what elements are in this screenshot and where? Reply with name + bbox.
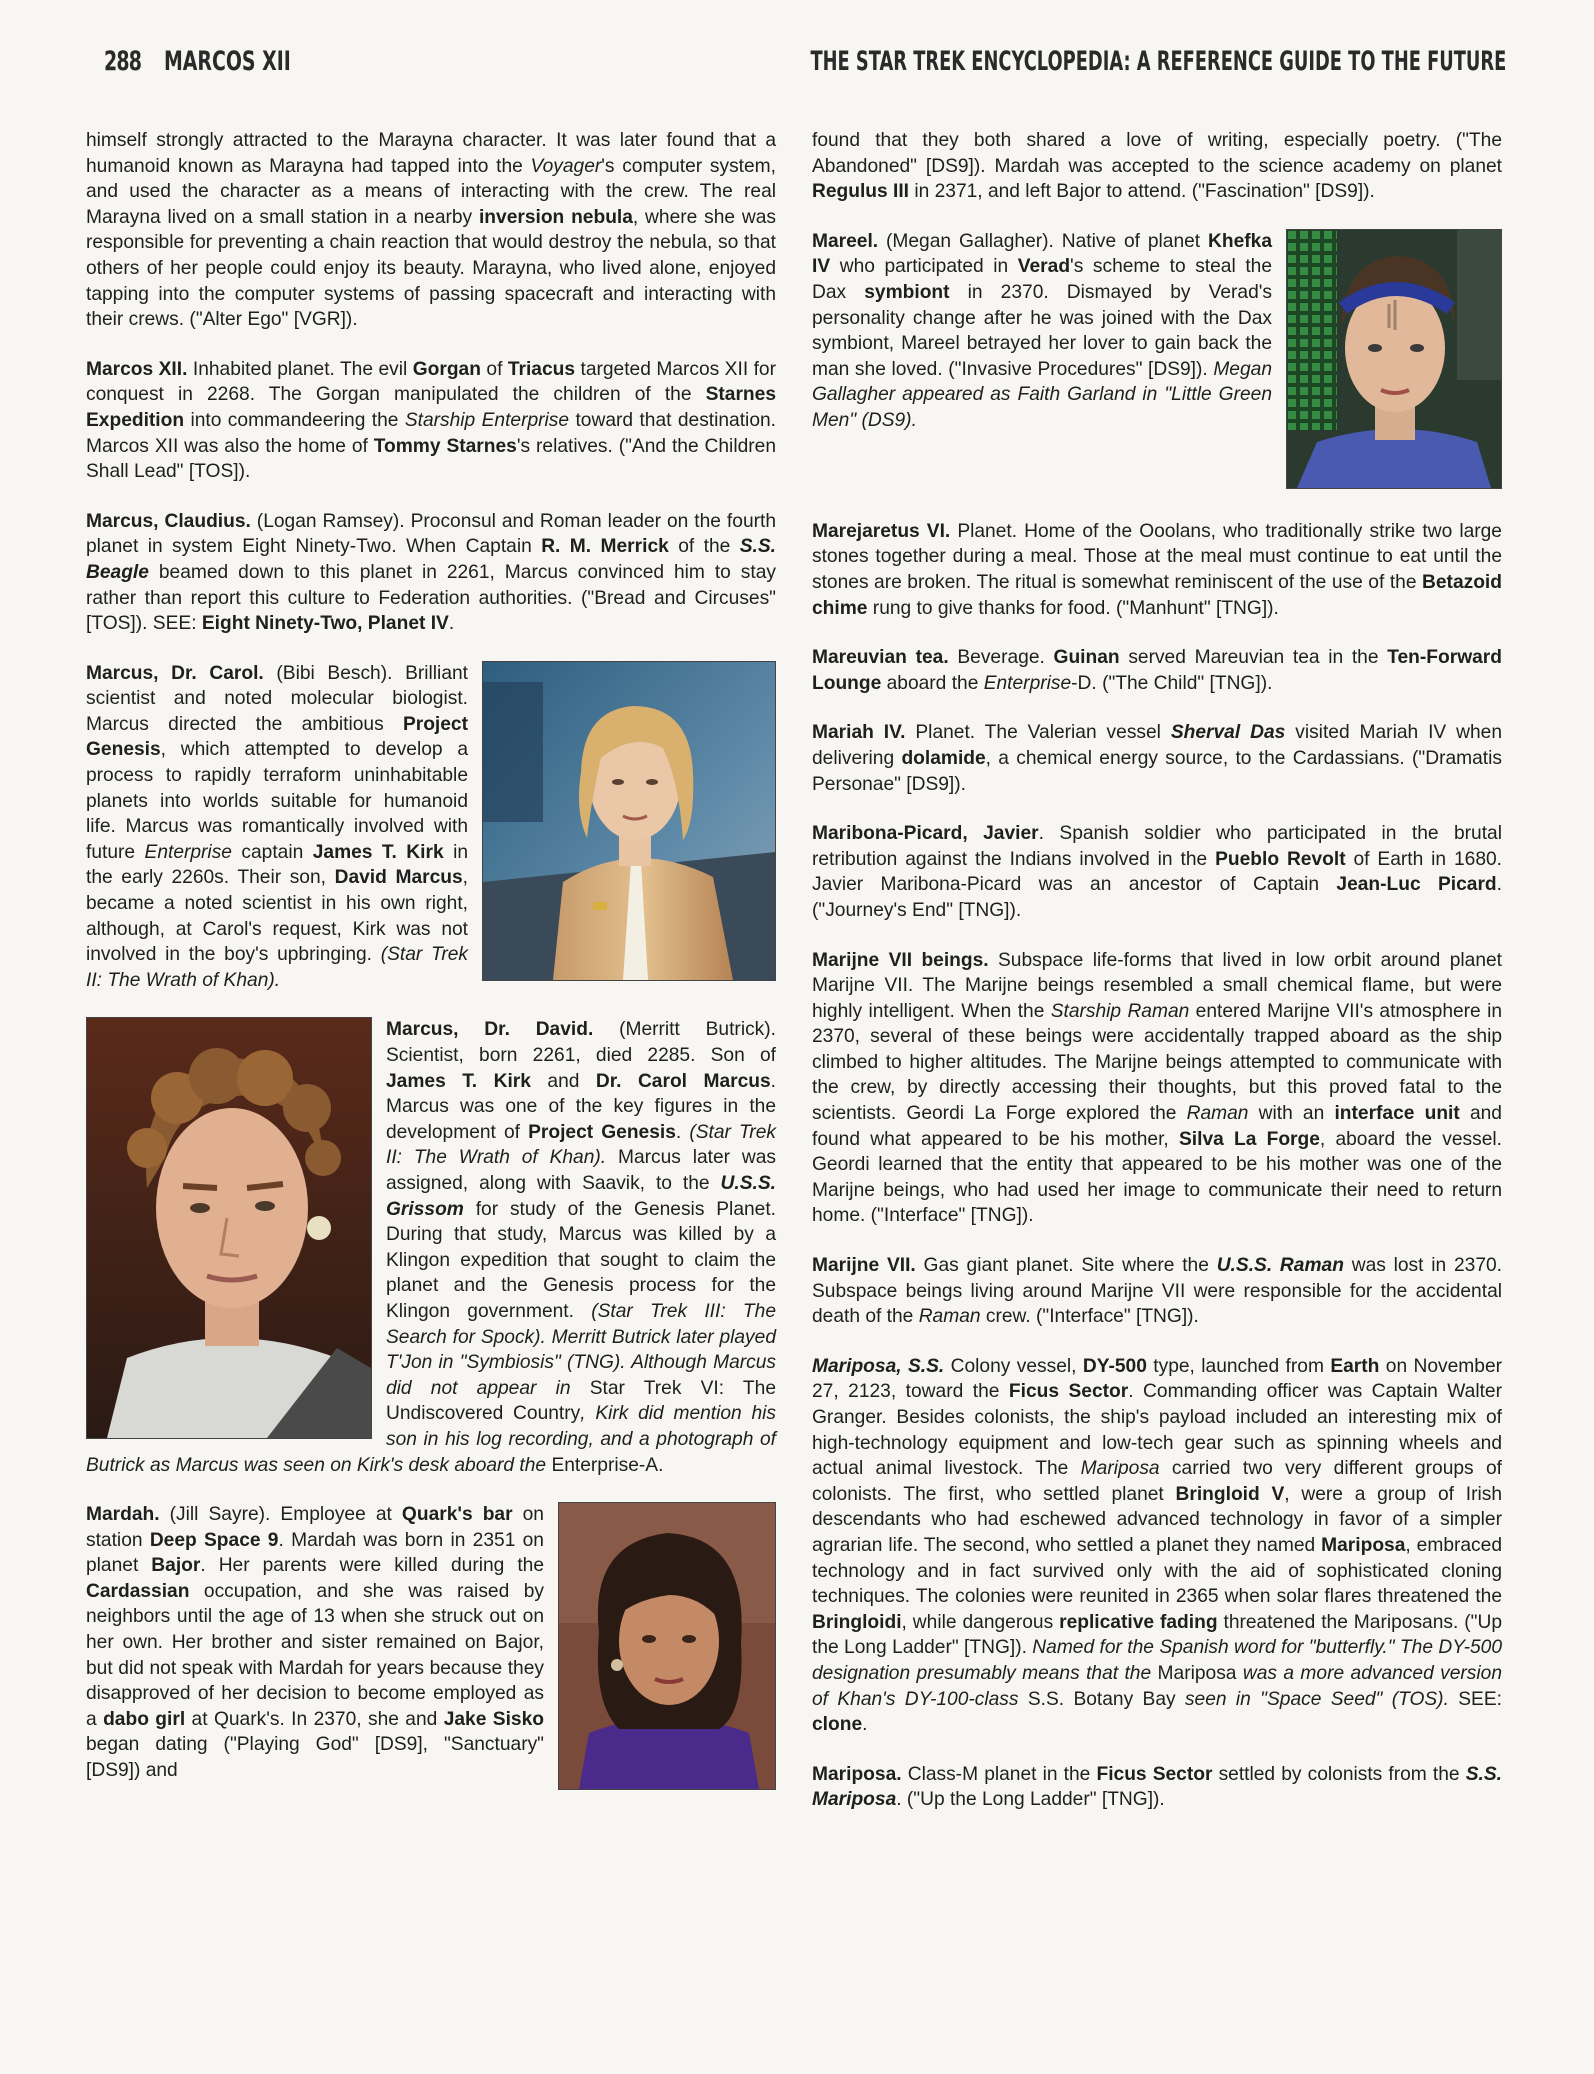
- headword: Marijne VII beings.: [812, 949, 989, 971]
- headword: Marcus, Dr. Carol.: [86, 662, 264, 684]
- entry-mariposa: Mariposa. Class-M planet in the Ficus Sector settled by colonists from the S.S. Mariposa. ("Up the Long Ladder" [TNG]).: [812, 1763, 1502, 1811]
- headword: Marcus, Dr. David.: [386, 1019, 594, 1041]
- mardah-image: [559, 1503, 775, 1789]
- entry-maribona-picard: Maribona-Picard, Javier. Spanish soldier who participated in the brutal retribution against the Indians involved in the Pueblo Revolt of Earth in 1680. Javier Maribona-Picard was an ancestor of Captain Jean-Luc Picard. ("Journey's End" [TNG]).: [812, 823, 1503, 921]
- photo-mardah: [558, 1502, 776, 1790]
- headword: Mariposa.: [812, 1763, 902, 1785]
- headword: Marejaretus VI.: [812, 520, 951, 542]
- entry-marcus-carol: Marcus, Dr. Carol. (Bibi Besch). Brilliant scientist and noted molecular biologist. Marcus directed the ambitious Project Genesis, which attempted to develop a process to rapidly terraform uninhabitable planets into worlds suitable for humanoid life. Marcus was romantically involved with future Enterprise captain James T. Kirk in the early 2260s. Their son, David Marcus, became a noted scientist in his own right, although, at Carol's request, Kirk was not involved in the boy's upbringing. (Star Trek II: The Wrath of Khan).: [86, 661, 776, 994]
- headword: Mariah IV.: [812, 722, 906, 744]
- headword: Mardah.: [86, 1504, 160, 1526]
- entry-marijne-vii-beings: Marijne VII beings. Subspace life-forms that lived in low orbit around planet Marijne VII. The Marijne beings resembled a small chemical flame, but were highly intelligent. When the Starship Raman entered Marijne VII's atmosphere in 2370, several of these beings were accidentally trapped aboard as the ship climbed to higher altitudes. The Marijne beings attempted to communicate with the crew, by directly accessing their thoughts, but this proved fatal to the scientists. Geordi La Forge explored the Raman with an interface unit and found what appeared to be his mother, Silva La Forge, aboard the vessel. Geordi learned that the entity that appeared to be his mother was one of the Marijne beings, who had used her image to communicate their need to return home. ("Interface" [TNG]).: [812, 949, 1503, 1227]
- page-header: [86, 40, 1506, 84]
- book-title: THE STAR TREK ENCYCLOPEDIA: A REFERENCE GUIDE TO THE FUTURE: [810, 46, 1506, 77]
- entry-mariah-iv: Mariah IV. Planet. The Valerian vessel Sherval Das visited Mariah IV when delivering dolamide, a chemical energy source, to the Cardassians. ("Dramatis Personae" [DS9]).: [812, 722, 1503, 795]
- headword: Marcus, Claudius.: [86, 510, 251, 532]
- entry-marcos-xii: Marcos XII. Inhabited planet. The evil Gorgan of Triacus targeted Marcos XII for conquest in 2268. The Gorgan manipulated the children of the Starnes Expedition into commandeering the Starship Enterprise toward that destination. Marcos XII was also the home of Tommy Starnes's relatives. ("And the Children Shall Lead" [TOS]).: [86, 358, 776, 483]
- entry-marayna-continued: himself strongly attracted to the Marayna character. It was later found that a humanoid known as Marayna had tapped into the Voyager's computer system, and used the character as a means of interacting with the crew. The real Marayna lived on a small station in a nearby inversion nebula, where she was responsible for preventing a chain reaction that would destroy the nebula, so that others of her people could enjoy its beauty. Marayna, who lived alone, enjoyed tapping into the computer systems of passing spacecraft and interacting with their crews. ("Alter Ego" [VGR]).: [86, 130, 776, 331]
- david-marcus-image: [87, 1018, 371, 1438]
- entry-mariposa-ss: Mariposa, S.S. Colony vessel, DY-500 type, launched from Earth on November 27, 2123, toward the Ficus Sector. Commanding officer was Captain Walter Granger. Besides colonists, the ship's payload included an interesting mix of high-technology equipment and low-tech gear such as spinning wheels and actual animal livestock. The Mariposa carried two very different groups of colonists. The first, who settled planet Bringloid V, were a group of Irish descendants who had eschewed advanced technology in favor of a simpler agrarian life. The second, who settled a planet they named Mariposa, embraced technology and in fact survived only with the aid of sophisticated cloning techniques. The colonies were reunited in 2365 when solar flares threatened the Bringloidi, while dangerous replicative fading threatened the Mariposans. ("Up the Long Ladder" [TNG]). Named for the Spanish word for "butterfly." The DY-500 designation presumably means that the Mariposa was a more advanced version of Khan's DY-100-class S.S. Botany Bay seen in "Space Seed" (TOS). SEE: clone.: [812, 1355, 1503, 1736]
- headword: Mariposa, S.S.: [812, 1355, 945, 1377]
- entry-mareuvian-tea: Mareuvian tea. Beverage. Guinan served Mareuvian tea in the Ten-Forward Lounge aboard the Enterprise-D. ("The Child" [TNG]).: [812, 647, 1502, 694]
- entry-mardah: Mardah. (Jill Sayre). Employee at Quark's bar on station Deep Space 9. Mardah was born in 2351 on planet Bajor. Her parents were killed during the Cardassian occupation, and she was raised by neighbors until the age of 13 when she struck out on her own. Her brother and sister remained on Bajor, but did not speak with Mardah for years because they disapproved of her decision to become employed as a dabo girl at Quark's. In 2370, she and Jake Sisko began dating ("Playing God" [DS9], "Sanctuary" [DS9]) and: [86, 1502, 776, 1784]
- entry-marcus-david: Marcus, Dr. David. (Merritt Butrick). Scientist, born 2261, died 2285. Son of James T. Kirk and Dr. Carol Marcus. Marcus was one of the key figures in the development of Project Genesis. (Star Trek II: The Wrath of Khan). Marcus later was assigned, along with Saavik, to the U.S.S. Grissom for study of the Genesis Planet. During that study, Marcus was killed by a Klingon expedition that sought to claim the planet and the Genesis process for the Klingon government. (Star Trek III: The Search for Spock). Merritt Butrick later played T'Jon in "Symbiosis" (TNG). Although Marcus did not appear in Star Trek VI: The Undiscovered Country, Kirk did mention his son in his log recording, and a photograph of Butrick as Marcus was seen on Kirk's desk aboard the Enterprise-A.: [86, 1019, 776, 1476]
- headword: Marcos XII.: [86, 358, 188, 380]
- carol-marcus-image: [483, 662, 775, 980]
- left-column: [86, 128, 776, 1808]
- entry-marejaretus-vi: Marejaretus VI. Planet. Home of the Ooolans, who traditionally strike two large stones together during a meal. Those at the meal must continue to eat until the stones are broken. The ritual is somewhat reminiscent of the use of the Betazoid chime rung to give thanks for food. ("Manhunt" [TNG]).: [812, 520, 1502, 619]
- entry-marcus-claudius: Marcus, Claudius. (Logan Ramsey). Proconsul and Roman leader on the fourth planet in system Eight Ninety-Two. When Captain R. M. Merrick of the S.S. Beagle beamed down to this planet in 2261, Marcus convinced him to stay rather than report this culture to Federation authorities. ("Bread and Circuses" [TOS]). SEE: Eight Ninety-Two, Planet IV.: [86, 510, 777, 635]
- right-column: [812, 128, 1502, 1837]
- page-number: 288: [104, 46, 142, 77]
- photo-mareel: [1286, 229, 1502, 489]
- entry-mareel: Mareel. (Megan Gallagher). Native of planet Khefka IV who participated in Verad's scheme to steal the Dax symbiont in 2370. Dismayed by Verad's personality change after he was joined with the Dax symbiont, Mareel betrayed her lover to gain back the man she loved. ("Invasive Procedures" [DS9]). Megan Gallagher appeared as Faith Garland in "Little Green Men" (DS9).: [812, 229, 1502, 495]
- headword: Marijne VII.: [812, 1255, 916, 1277]
- headword: Mareel.: [812, 230, 879, 252]
- photo-david-marcus: [86, 1017, 372, 1439]
- headword: Mareuvian tea.: [812, 647, 949, 669]
- photo-carol-marcus: [482, 661, 776, 981]
- entry-mardah-continued: found that they both shared a love of writing, especially poetry. ("The Abandoned" [DS9]). Mardah was accepted to the science academy on planet Regulus III in 2371, and left Bajor to attend. ("Fascination" [DS9]).: [812, 130, 1502, 203]
- headword: Maribona-Picard, Javier: [812, 823, 1039, 845]
- running-head: MARCOS XII: [164, 46, 291, 77]
- entry-marijne-vii: Marijne VII. Gas giant planet. Site where the U.S.S. Raman was lost in 2370. Subspace beings living around Marijne VII were responsible for the accidental death of the Raman crew. ("Interface" [TNG]).: [812, 1255, 1503, 1328]
- mareel-image: [1287, 230, 1501, 488]
